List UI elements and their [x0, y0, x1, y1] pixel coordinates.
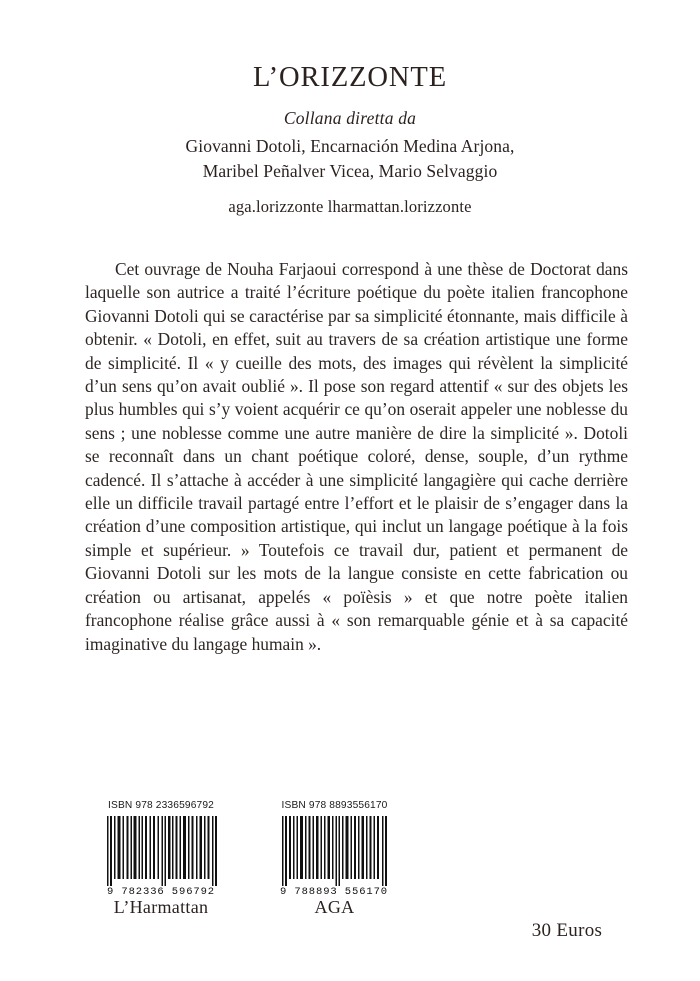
barcode-block-harmattan: [86, 800, 236, 918]
barcode-ean13-harmattan: [100, 814, 222, 896]
isbn-label: ISBN 978 2336596792: [108, 800, 214, 811]
publisher-name-harmattan: L’Harmattan: [113, 897, 209, 917]
back-cover-blurb: Cet ouvrage de Nouha Farjaoui correspond à une thèse de Doctorat dans laquelle son autrice a traité l’écriture poétique du poète italien francophone Giovanni Dotoli qui se caractérise par sa simplicité étonnante, mais difficile à obtenir. « Dotoli, en effet, suit au travers de sa création artistique une forme de simplicité. Il « y cueille des mots, des images qui révèlent la simplicité d’un sens qu’on avait oublié ». Il pose son regard attentif « sur des objets les plus humbles qui s’y voient acquérir ce qu’on oserait appeler une noblesse du sens ; une noblesse comme une autre manière de dire la simplicité ». Dotoli se reconnaît dans un chant poétique coloré, dense, souple, d’un rythme cadencé. Il s’attache à accéder à une simplicité langagière qui cache derrière elle un difficile travail partagé entre l’effort et le plaisir de s’engager dans la création d’une composition artistique, qui inclut un langage poétique à la fois simple et supérieur. » Toutefois ce travail dur, patient et permanent de Giovanni Dotoli sur les mots de la langue consiste en cette fabrication ou création ou artisanat, appelés « poïèsis » et que notre poète italien francophone réalise grâce aussi à « son remarquable génie et à sa capacité imaginative du langage humain ».: [85, 259, 628, 654]
series-web-addresses: aga.lorizzonte lharmattan.lorizzonte: [228, 197, 472, 217]
series-directors-line-2: Maribel Peñalver Vicea, Mario Selvaggio: [202, 160, 498, 181]
masthead: [0, 62, 700, 217]
barcode-ean13-aga: [276, 814, 394, 896]
series-subtitle: Collana diretta da: [283, 107, 417, 128]
barcode-block-aga: [262, 800, 407, 918]
series-directors-line-1: Giovanni Dotoli, Encarnación Medina Arjona,: [185, 135, 515, 156]
footer: [0, 800, 700, 981]
price-label: 30 Euros: [531, 920, 603, 941]
isbn-label: ISBN 978 8893556170: [281, 800, 388, 811]
barcode-digits: 9 788893 556170: [279, 886, 388, 896]
publisher-name-aga: AGA: [314, 897, 355, 917]
series-directors: [0, 134, 700, 184]
barcode-digits: 9 782336 596792: [106, 886, 216, 896]
series-title: L’ORIZZONTE: [252, 62, 448, 93]
